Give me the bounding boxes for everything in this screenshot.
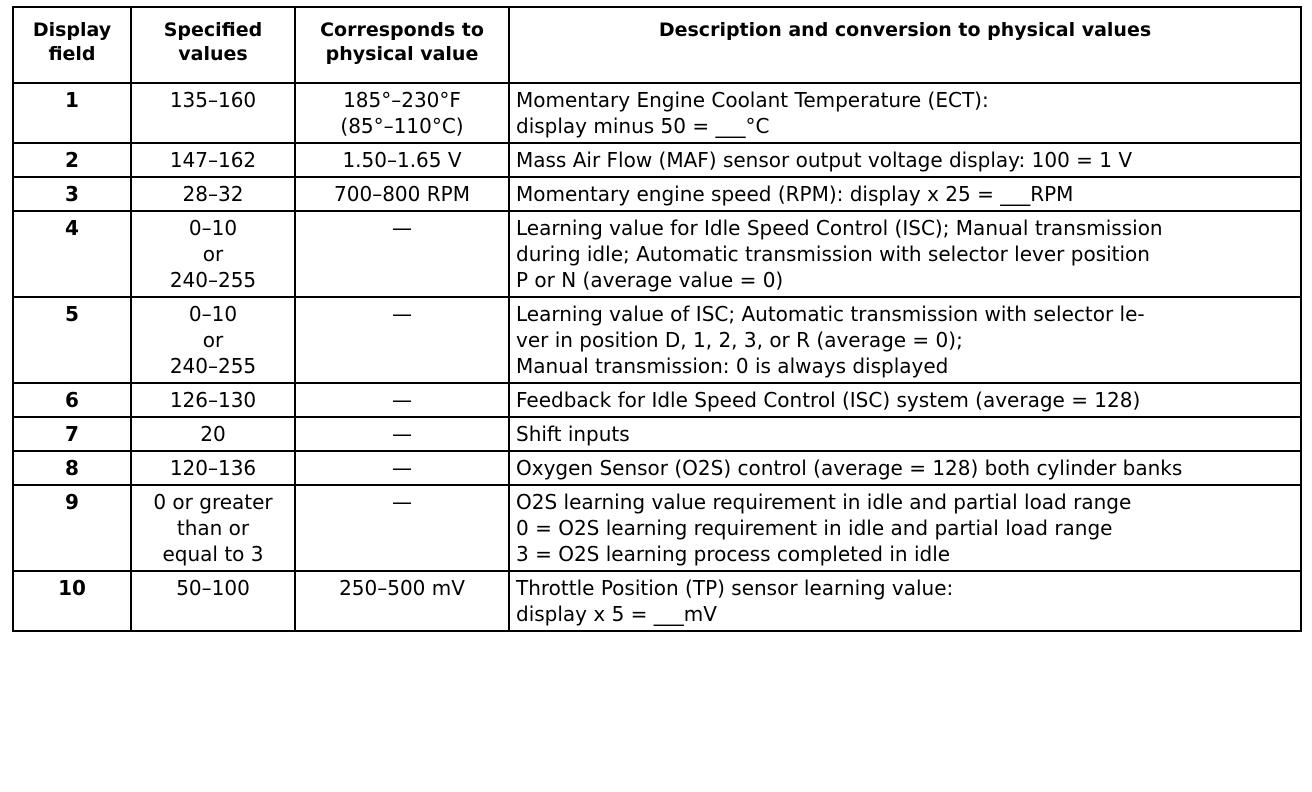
row-specified-value: 0–10 or 240–255 xyxy=(131,297,295,383)
row-specified-value: 20 xyxy=(131,417,295,451)
header-specified-values-line2: values xyxy=(178,43,248,65)
row-description: Throttle Position (TP) sensor learning value: display x 5 = ___mV xyxy=(509,571,1301,631)
header-row xyxy=(13,7,1301,83)
row-description: Momentary Engine Coolant Temperature (ECT): display minus 50 = ___°C xyxy=(509,83,1301,143)
row-field-number: 4 xyxy=(13,211,131,297)
row-specified-value: 135–160 xyxy=(131,83,295,143)
row-physical-value: 185°–230°F (85°–110°C) xyxy=(295,83,509,143)
row-physical-value: — xyxy=(295,383,509,417)
header-display-field xyxy=(13,7,131,83)
row-field-number: 7 xyxy=(13,417,131,451)
header-corresponds xyxy=(295,7,509,83)
table-row xyxy=(13,451,1301,485)
row-field-number: 2 xyxy=(13,143,131,177)
row-description: O2S learning value requirement in idle and partial load range 0 = O2S learning requirement in idle and partial load range 3 = O2S learning process completed in idle xyxy=(509,485,1301,571)
row-physical-value: — xyxy=(295,297,509,383)
row-field-number: 3 xyxy=(13,177,131,211)
header-corresponds-line2: physical value xyxy=(325,43,479,65)
row-physical-value: 1.50–1.65 V xyxy=(295,143,509,177)
spec-table xyxy=(12,6,1302,632)
header-display-field-line1: Display xyxy=(32,19,112,41)
table-row xyxy=(13,485,1301,571)
row-specified-value: 120–136 xyxy=(131,451,295,485)
row-specified-value: 147–162 xyxy=(131,143,295,177)
header-display-field-line2: field xyxy=(48,43,96,65)
table-row xyxy=(13,83,1301,143)
row-physical-value: — xyxy=(295,451,509,485)
row-physical-value: — xyxy=(295,211,509,297)
table-row xyxy=(13,417,1301,451)
table-row xyxy=(13,571,1301,631)
table-row xyxy=(13,143,1301,177)
row-physical-value: 700–800 RPM xyxy=(295,177,509,211)
row-description: Oxygen Sensor (O2S) control (average = 128) both cylinder banks xyxy=(509,451,1301,485)
row-field-number: 5 xyxy=(13,297,131,383)
row-description: Mass Air Flow (MAF) sensor output voltage display: 100 = 1 V xyxy=(509,143,1301,177)
row-description: Momentary engine speed (RPM): display x 25 = ___RPM xyxy=(509,177,1301,211)
row-specified-value: 126–130 xyxy=(131,383,295,417)
row-specified-value: 0–10 or 240–255 xyxy=(131,211,295,297)
row-specified-value: 50–100 xyxy=(131,571,295,631)
table-row xyxy=(13,211,1301,297)
row-description: Shift inputs xyxy=(509,417,1301,451)
table-row xyxy=(13,383,1301,417)
row-description: Learning value of ISC; Automatic transmission with selector le- ver in position D, 1, 2, 3, or R (average = 0); Manual transmission: 0 is always displayed xyxy=(509,297,1301,383)
row-specified-value: 28–32 xyxy=(131,177,295,211)
row-field-number: 1 xyxy=(13,83,131,143)
row-specified-value: 0 or greater than or equal to 3 xyxy=(131,485,295,571)
row-field-number: 8 xyxy=(13,451,131,485)
row-description: Learning value for Idle Speed Control (ISC); Manual transmission during idle; Automatic transmission with selector lever position P or N (average value = 0) xyxy=(509,211,1301,297)
table-row xyxy=(13,177,1301,211)
table-row xyxy=(13,297,1301,383)
header-description: Description and conversion to physical values xyxy=(509,7,1301,83)
row-field-number: 10 xyxy=(13,571,131,631)
row-physical-value: — xyxy=(295,485,509,571)
header-specified-values xyxy=(131,7,295,83)
row-physical-value: — xyxy=(295,417,509,451)
row-physical-value: 250–500 mV xyxy=(295,571,509,631)
row-field-number: 6 xyxy=(13,383,131,417)
row-field-number: 9 xyxy=(13,485,131,571)
header-specified-values-line1: Specified xyxy=(163,19,263,41)
header-corresponds-line1: Corresponds to xyxy=(320,19,484,41)
row-description: Feedback for Idle Speed Control (ISC) system (average = 128) xyxy=(509,383,1301,417)
